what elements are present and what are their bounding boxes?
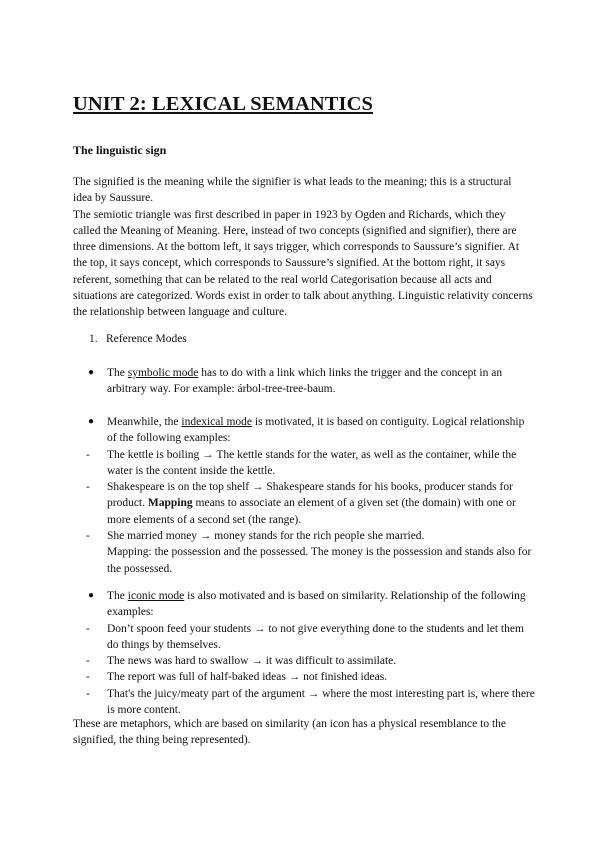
mapping-term: Mapping (147, 497, 193, 510)
dash-item (86, 669, 536, 685)
bullet-item (86, 414, 536, 447)
text-run: has to do with a link which links the trigger and the concept in an arbitrary way. For example: árbol-tree-tree-baum. (107, 367, 503, 396)
document-title: UNIT 2: LEXICAL SEMANTICS (73, 93, 374, 115)
indexical-mode-block (86, 414, 536, 577)
dash-marker: - (86, 687, 90, 700)
dash-marker: - (86, 448, 90, 461)
text-run: is also motivated and is based on similarity. Relationship of the following examples: (107, 590, 526, 619)
intro-paragraph: The signified is the meaning while the signifier is what leads to the meaning; this is a structural idea by Saussure. (73, 176, 512, 205)
iconic-mode-block (86, 588, 536, 718)
example-text: The news was hard to swallow → it was difficult to assimilate. (107, 655, 397, 668)
example-text: She married money → money stands for the rich people she married. (107, 530, 425, 543)
bullet-icon: ● (88, 590, 95, 601)
list-item-text: Reference Modes (106, 333, 187, 345)
dash-marker: - (86, 622, 90, 635)
indexical-mode-term: indexical mode (181, 416, 252, 428)
example-text: That's the juicy/meaty part of the argument → where the most interesting part is, where there is more content. (107, 687, 535, 717)
numbered-list-item (89, 333, 187, 345)
bullet-icon: ● (88, 367, 95, 378)
iconic-mode-term: iconic mode (127, 590, 185, 602)
dash-item (86, 479, 536, 528)
text-run: is motivated, it is based on contiguity. Logical relationship of the following examples: (107, 416, 525, 445)
bullet-item (86, 365, 536, 398)
bullet-icon: ● (88, 416, 95, 427)
example-text: Shakespeare is on the top shelf → Shakespeare stands for his books, producer stands for product. (107, 481, 513, 510)
dash-item (86, 653, 536, 669)
dash-item (86, 447, 536, 480)
dash-marker: - (86, 655, 90, 668)
list-number: 1. (89, 333, 98, 345)
dash-item (86, 686, 536, 719)
section-heading: The linguistic sign (73, 143, 167, 157)
symbolic-mode-term: symbolic mode (127, 367, 199, 379)
text-run: Meanwhile, the (107, 416, 182, 428)
dash-marker: - (86, 671, 90, 684)
bullet-item (86, 588, 536, 621)
dash-item (86, 621, 536, 654)
intro-paragraph: The semiotic triangle was first described in paper in 1923 by Ogden and Richards, which they called the Meaning of Meaning. Here, instead of two concepts (signified and signifier), there are three dimensions. At the bottom left, it says trigger, which corresponds to Saussure’s signifier. At the top, it says concept, which corresponds to Saussure’s signified. At the bottom right, it says referent, something that can be related to the real world Categorisation because all acts and situations are categorized. Words exist in order to talk about anything. Linguistic relativity concerns the relationship between language and culture. (73, 208, 533, 319)
text-run: The (107, 367, 128, 379)
dash-marker: - (86, 481, 90, 494)
example-note: Mapping: the possession and the possessed. The money is the possession and stands also for the possessed. (107, 546, 532, 575)
example-text: means to associate an element of a given set (the domain) with one or more elements of a second set (the range). (107, 497, 516, 526)
dash-marker: - (86, 530, 90, 543)
example-text: The kettle is boiling → The kettle stands for the water, as well as the container, while the water is the content inside the kettle. (107, 448, 517, 477)
dash-item (86, 528, 536, 577)
example-text: Don’t spoon feed your students → to not give everything done to the students and let them do things by themselves. (107, 622, 524, 651)
closing-paragraph: These are metaphors, which are based on similarity (an icon has a physical resemblance to the signified, the thing being represented). (73, 718, 507, 747)
text-run: The (107, 590, 128, 602)
example-text: The report was full of half-baked ideas → not finished ideas. (107, 671, 388, 684)
intro-section (73, 174, 533, 321)
symbolic-mode-block (86, 365, 536, 398)
